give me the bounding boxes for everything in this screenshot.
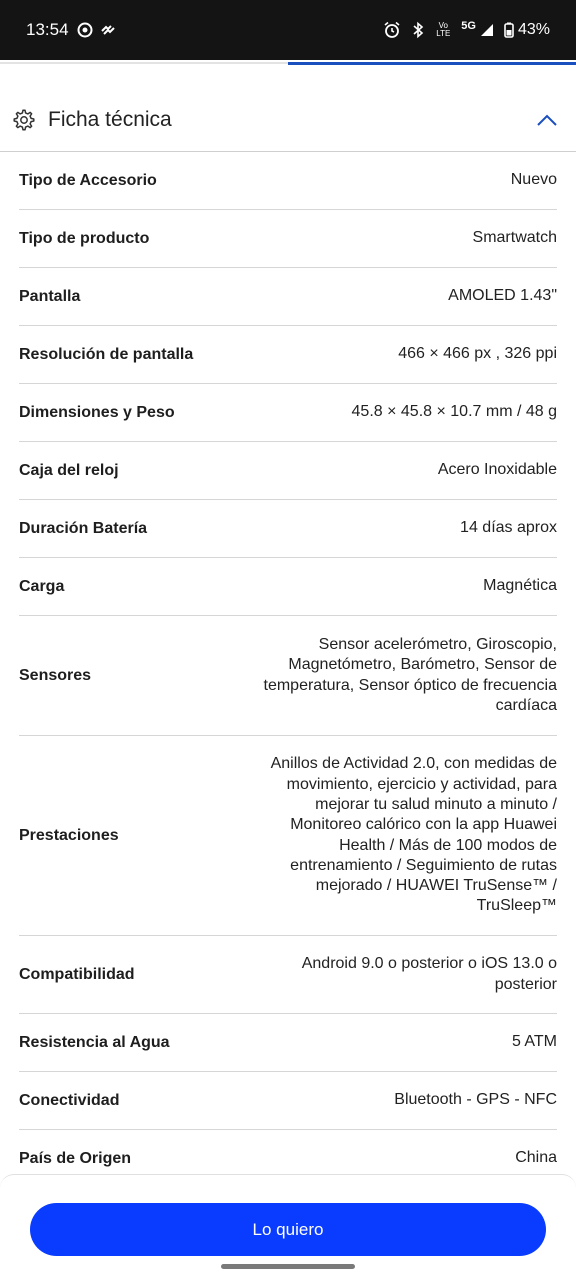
spec-row	[19, 268, 557, 326]
volte-label: Vo LTE	[436, 21, 451, 38]
spec-value: 466 × 466 px , 326 ppi	[398, 345, 557, 363]
app-notification-icon	[101, 24, 115, 36]
home-indicator[interactable]	[221, 1264, 355, 1269]
lo-quiero-button[interactable]: Lo quiero	[30, 1203, 546, 1256]
spec-row	[19, 152, 557, 210]
spec-value: Smartwatch	[472, 229, 557, 247]
spec-label: Dimensiones y Peso	[19, 403, 175, 421]
spec-value: Android 9.0 o posterior o iOS 13.0 o posterior	[301, 955, 557, 993]
spec-row	[19, 442, 557, 500]
spec-label: País de Origen	[19, 1149, 132, 1167]
spec-row	[19, 384, 557, 442]
spec-label: Carga	[19, 577, 65, 595]
spec-row	[19, 326, 557, 384]
status-time: 13:54	[26, 20, 69, 39]
spec-row	[19, 616, 557, 736]
spec-value: Nuevo	[510, 171, 557, 189]
tab-indicator	[288, 62, 576, 65]
section-header-ficha-tecnica[interactable]	[0, 90, 576, 150]
spec-label: Caja del reloj	[19, 461, 119, 479]
battery-level: 43%	[517, 21, 550, 38]
focus-mode-icon	[77, 22, 93, 38]
spec-label: Sensores	[19, 666, 92, 684]
chevron-up-icon[interactable]	[536, 113, 558, 127]
spec-label: Tipo de producto	[19, 229, 150, 247]
spec-label: Conectividad	[19, 1091, 120, 1109]
spec-value: Sensor acelerómetro, Giroscopio, Magnetómetro, Barómetro, Sensor de temperatura, Sensor óptico de frecuencia cardíaca	[263, 635, 557, 714]
spec-value: 14 días aprox	[460, 519, 557, 537]
signal-icon	[480, 23, 494, 37]
bluetooth-icon	[411, 21, 425, 39]
spec-table	[19, 152, 557, 1188]
spec-label: Prestaciones	[19, 826, 119, 844]
spec-value: 45.8 × 45.8 × 10.7 mm / 48 g	[351, 403, 557, 421]
spec-label: Pantalla	[19, 287, 81, 305]
spec-value: Bluetooth - GPS - NFC	[394, 1091, 557, 1109]
spec-row	[19, 1072, 557, 1130]
spec-label: Duración Batería	[19, 519, 148, 537]
battery-icon	[504, 22, 514, 38]
spec-value: China	[515, 1149, 557, 1167]
gear-icon	[12, 108, 36, 132]
spec-row	[19, 736, 557, 936]
tab-strip	[0, 62, 576, 64]
network-type: 5G	[461, 20, 476, 32]
status-bar	[0, 0, 576, 60]
section-title: Ficha técnica	[48, 108, 172, 131]
spec-label: Resolución de pantalla	[19, 345, 194, 363]
spec-row	[19, 558, 557, 616]
alarm-icon	[383, 21, 401, 39]
spec-value: Magnética	[483, 577, 557, 595]
spec-label: Tipo de Accesorio	[19, 171, 157, 189]
spec-row	[19, 936, 557, 1014]
spec-value: 5 ATM	[511, 1033, 557, 1051]
spec-value: AMOLED 1.43"	[448, 287, 557, 305]
spec-value: Anillos de Actividad 2.0, con medidas de movimiento, ejercicio y actividad, para mejorar tu salud minuto a minuto / Monitoreo calórico con la app Huawei Health / Más de 100 modos de entrenamiento / Seguimiento de rutas mejorado / HUAWEI TruSense™ / TruSleep™	[270, 755, 557, 915]
spec-label: Compatibilidad	[19, 965, 135, 983]
spec-value: Acero Inoxidable	[437, 461, 557, 479]
spec-label: Resistencia al Agua	[19, 1033, 170, 1051]
spec-row	[19, 500, 557, 558]
spec-row	[19, 210, 557, 268]
spec-row	[19, 1014, 557, 1072]
